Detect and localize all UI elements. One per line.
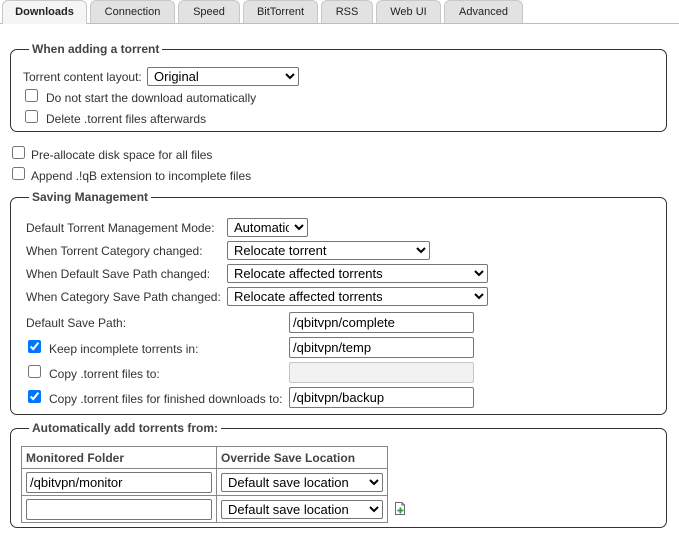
- default-path-changed-select[interactable]: [227, 264, 488, 283]
- tab-bar: [0, 0, 679, 24]
- category-changed-select[interactable]: [227, 241, 430, 260]
- tab-bittorrent[interactable]: BitTorrent: [243, 0, 318, 23]
- default-save-path-input[interactable]: [289, 312, 474, 333]
- folder-cell: [22, 496, 217, 523]
- keep-incomplete-input[interactable]: [289, 337, 474, 358]
- save-location-select[interactable]: [221, 473, 383, 492]
- copy-torrent-input[interactable]: [289, 362, 474, 383]
- tab-connection[interactable]: Connection: [90, 0, 175, 23]
- prealloc-label: Pre-allocate disk space for all files: [31, 148, 213, 162]
- default-save-path-label: Default Save Path:: [26, 316, 127, 330]
- keep-incomplete-checkbox[interactable]: [28, 340, 41, 353]
- copy-finished-label: Copy .torrent files for finished downloads to:: [49, 392, 283, 406]
- auto-add-legend: Automatically add torrents from:: [32, 421, 219, 435]
- add-row-icon[interactable]: [394, 502, 406, 518]
- location-cell: [217, 469, 388, 496]
- append-ext-checkbox[interactable]: [12, 167, 25, 180]
- category-path-changed-select[interactable]: [227, 287, 488, 306]
- tab-downloads[interactable]: Downloads: [2, 0, 87, 24]
- delete-torrent-checkbox[interactable]: [25, 110, 38, 123]
- default-path-changed-label: When Default Save Path changed:: [26, 267, 211, 281]
- management-mode-select[interactable]: [227, 218, 308, 237]
- saving-management-legend: Saving Management: [32, 190, 149, 204]
- copy-torrent-label: Copy .torrent files to:: [49, 367, 160, 381]
- delete-torrent-label: Delete .torrent files afterwards: [46, 112, 207, 126]
- management-mode-label: Default Torrent Management Mode:: [26, 221, 215, 235]
- override-location-header: Override Save Location: [217, 447, 388, 469]
- tab-rss[interactable]: RSS: [321, 0, 373, 23]
- category-path-changed-label: When Category Save Path changed:: [26, 290, 221, 304]
- tab-advanced[interactable]: Advanced: [444, 0, 523, 23]
- category-changed-label: When Torrent Category changed:: [26, 244, 203, 258]
- table-header-row: [22, 447, 388, 469]
- keep-incomplete-label: Keep incomplete torrents in:: [49, 342, 199, 356]
- location-cell: [217, 496, 388, 523]
- copy-finished-input[interactable]: [289, 387, 474, 408]
- tab-speed[interactable]: Speed: [178, 0, 240, 23]
- monitored-folders-table: [21, 446, 388, 523]
- monitored-folder-input[interactable]: [26, 472, 212, 493]
- tab-webui[interactable]: Web UI: [376, 0, 441, 23]
- table-row: [22, 469, 388, 496]
- copy-torrent-checkbox[interactable]: [28, 365, 41, 378]
- no-start-label: Do not start the download automatically: [46, 91, 257, 105]
- copy-finished-checkbox[interactable]: [28, 390, 41, 403]
- content-layout-select[interactable]: [147, 67, 299, 86]
- table-row: [22, 496, 388, 523]
- content-layout-label: Torrent content layout:: [23, 70, 142, 84]
- no-start-checkbox[interactable]: [25, 89, 38, 102]
- monitored-folder-header: Monitored Folder: [22, 447, 217, 469]
- prealloc-checkbox[interactable]: [12, 146, 25, 159]
- adding-torrent-legend: When adding a torrent: [32, 42, 160, 56]
- save-location-select[interactable]: [221, 500, 383, 519]
- append-ext-label: Append .!qB extension to incomplete files: [31, 169, 252, 183]
- monitored-folder-input[interactable]: [26, 499, 212, 520]
- folder-cell: [22, 469, 217, 496]
